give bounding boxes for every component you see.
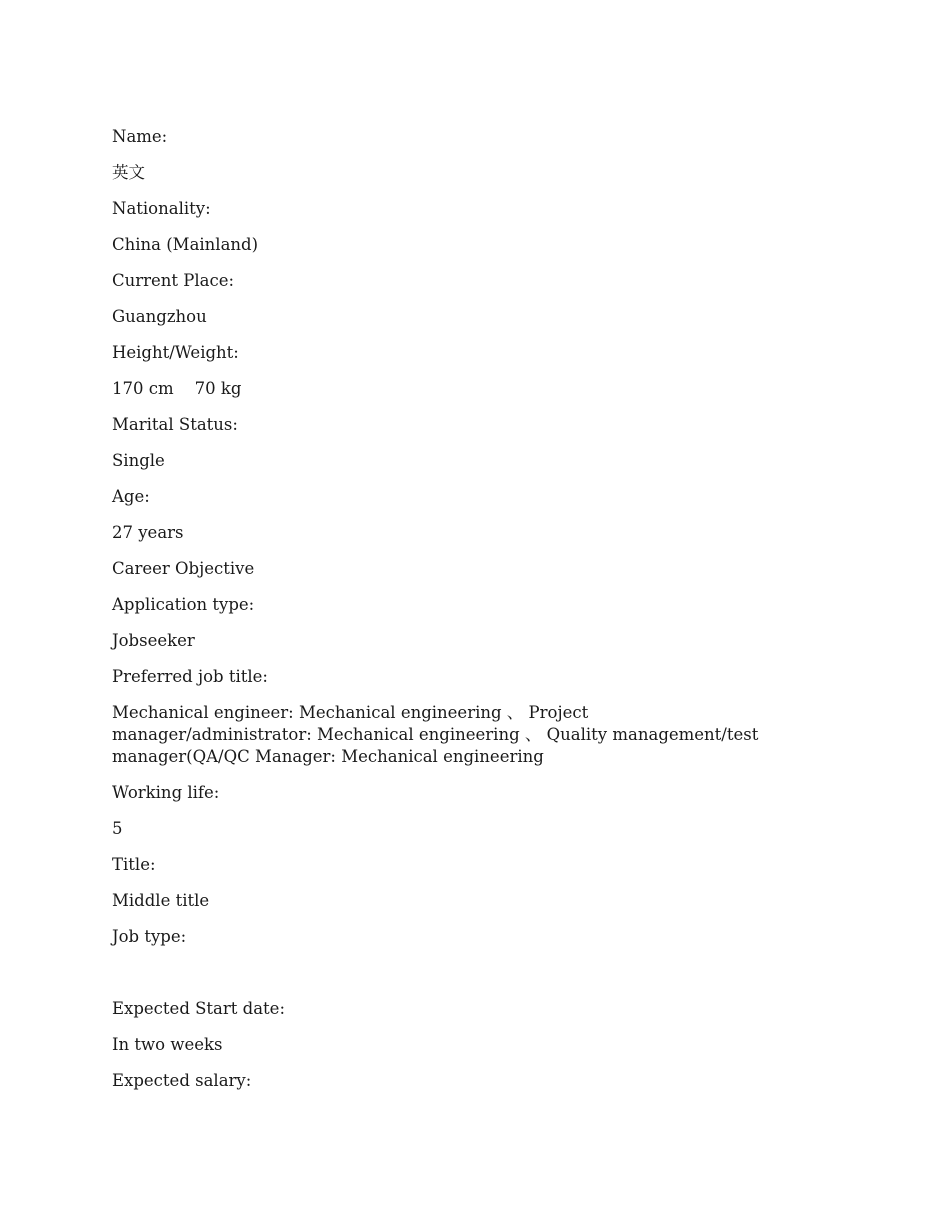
application-type-label: Application type: bbox=[112, 595, 255, 614]
age-label: Age: bbox=[112, 487, 150, 506]
expected-salary-label: Expected salary: bbox=[112, 1071, 252, 1090]
document-body bbox=[112, 126, 792, 1106]
nationality-value: China (Mainland) bbox=[112, 235, 259, 254]
age-value: 27 years bbox=[112, 523, 184, 542]
job-type-label: Job type: bbox=[112, 927, 187, 946]
height-weight-value: 170 cm 70 kg bbox=[112, 379, 242, 398]
current-place-label: Current Place: bbox=[112, 271, 235, 290]
name-label: Name: bbox=[112, 127, 168, 146]
preferred-job-title-label: Preferred job title: bbox=[112, 667, 268, 686]
title-label: Title: bbox=[112, 855, 156, 874]
job-type-value bbox=[112, 962, 792, 984]
working-life-value: 5 bbox=[112, 819, 123, 838]
expected-start-date-value: In two weeks bbox=[112, 1035, 223, 1054]
expected-start-date-label: Expected Start date: bbox=[112, 999, 286, 1018]
career-objective-heading: Career Objective bbox=[112, 559, 255, 578]
height-weight-label: Height/Weight: bbox=[112, 343, 239, 362]
preferred-job-title-value: Mechanical engineer: Mechanical engineering 、 Project manager/administrator: Mechanical engineering 、 Quality management/test manager(QA/QC Manager: Mechanical engineering bbox=[112, 703, 764, 766]
title-value: Middle title bbox=[112, 891, 210, 910]
working-life-label: Working life: bbox=[112, 783, 220, 802]
current-place-value: Guangzhou bbox=[112, 307, 207, 326]
application-type-value: Jobseeker bbox=[112, 631, 195, 650]
marital-status-label: Marital Status: bbox=[112, 415, 238, 434]
marital-status-value: Single bbox=[112, 451, 165, 470]
name-value: 英文 bbox=[112, 163, 145, 182]
nationality-label: Nationality: bbox=[112, 199, 211, 218]
